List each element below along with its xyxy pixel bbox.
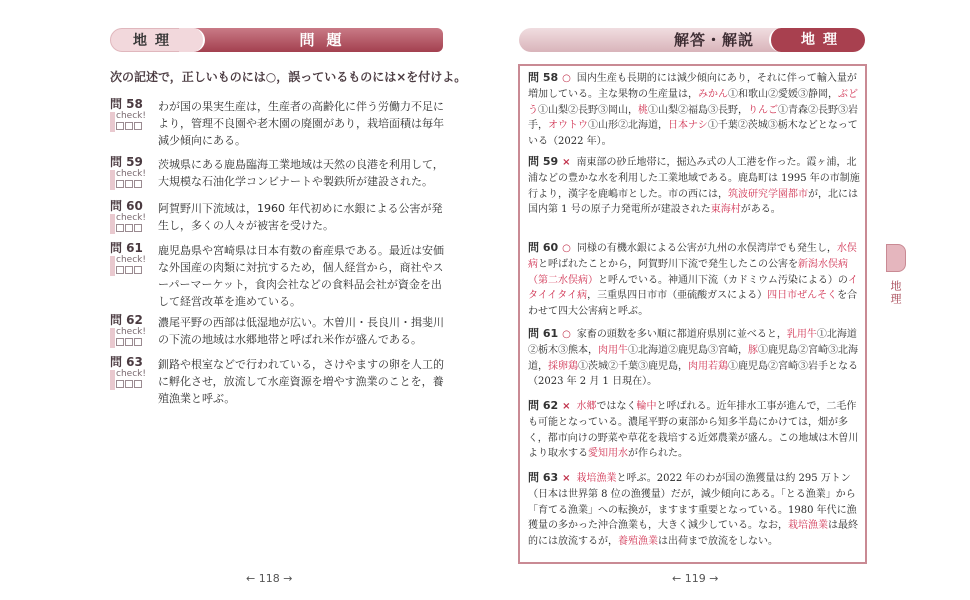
explanation-text: ①山梨②福島③長野，: [648, 104, 748, 116]
answer-mark: ×: [562, 157, 571, 168]
explanation-text: は出荷まで放流をしない。: [658, 536, 778, 548]
explanation-text: が作られた。: [628, 448, 688, 460]
keyword-text: 養殖漁業: [618, 536, 658, 548]
explanation-text: と呼ばれる。近年排水工事が進んで，二毛作も可能となっている。濃尾平野の東部から知多半島にかけては，畑が多く，都市向けの野菜や草花を栽培する近郊農業が盛ん。この地域は木曽川より取水する: [528, 401, 859, 460]
check-label: check!: [116, 327, 146, 337]
keyword-text: 筑波研究学園都市: [728, 188, 808, 200]
keyword-text: 桃: [638, 104, 648, 116]
question-label: [110, 242, 154, 274]
keyword-text: 栽培漁業: [576, 473, 617, 484]
answer-number: 問 58: [528, 71, 559, 84]
answer-mark: ○: [562, 73, 571, 84]
question-page-header: [110, 28, 443, 52]
keyword-text: 採卵鶏: [548, 360, 578, 372]
index-tab[interactable]: [886, 244, 906, 272]
answer-page-header: [519, 28, 865, 52]
question-label: [110, 314, 154, 346]
answer-number: 問 62: [528, 399, 559, 412]
explanation-text: ①鹿児島②宮崎③岩手となる（2023 年 2 月 1 日現在）。: [528, 360, 858, 388]
keyword-text: オウトウ: [548, 120, 588, 132]
explanation-text: ではなく: [596, 401, 637, 412]
keyword-text: みかん: [698, 88, 728, 100]
answer-mark: ○: [562, 329, 571, 340]
checkbox-group[interactable]: [110, 380, 154, 388]
keyword-text: 豚: [748, 344, 758, 356]
question-label: [110, 156, 154, 188]
question-text: 阿賀野川下流域は，1960 年代初めに水銀による公害が発生し，多くの人々が被害を受けた。: [158, 202, 443, 232]
check-label: check!: [116, 111, 146, 121]
keyword-text: 東海村: [710, 204, 741, 216]
question-number: 問 61: [110, 241, 143, 255]
question-59: [110, 156, 450, 190]
explanation-text: 南東部の砂丘地帯に，掘込み式の人工港を作った。霞ヶ浦，北浦などの豊かな水を利用した工業地域である。鹿島町は 1995 年の市制施行より，漢字を鹿嶋市とした。市の西には，: [528, 157, 860, 200]
checkbox-group[interactable]: [110, 122, 154, 130]
answer-number: 問 63: [528, 471, 559, 484]
answer-60: [528, 240, 862, 320]
keyword-text: 輪中: [636, 401, 657, 412]
explanation-text: ①北海道②鹿児島③宮崎，: [628, 344, 748, 356]
answer-mark: ○: [562, 243, 571, 254]
page-number-right: ← 119 →: [672, 572, 719, 585]
explanation-text: は最終的には放流するが，: [528, 520, 858, 548]
explanation-text: ①青森②長野③岩手，: [528, 104, 858, 132]
explanation-text: ①山形②北海道，: [588, 120, 668, 132]
explanation-text: 国内生産も長期的には減少傾向にあり，それに伴って輸入量が増加している。主な果物の生産量は，: [528, 73, 857, 100]
question-number: 問 59: [110, 155, 143, 169]
explanation-text: と呼ぶ。2022 年のわが国の漁獲量は約 295 万トン（日本は世界第 8 位の漁獲量）だが，減少傾向にある。「とる漁業」から「育てる漁業」への転換が，ますます重要となっている。1980 年代に漁獲量の多かった沖合漁業も，大きく減少している。なお，: [528, 473, 857, 532]
question-text: わが国の果実生産は，生産者の高齢化に伴う労働力不足により，管理不良園や老木園の廃園があり，栽培面積は毎年減少傾向にある。: [158, 100, 444, 147]
explanation-text: ①和歌山②愛媛③静岡，: [728, 88, 838, 100]
check-label: check!: [116, 213, 146, 223]
keyword-text: 肉用若鶏: [688, 360, 728, 372]
question-label: [110, 98, 154, 130]
explanation-text: ①北海道②栃木③熊本，: [528, 329, 857, 356]
keyword-text: 日本ナシ: [668, 120, 708, 132]
instruction-text: 次の記述で，正しいものには○，誤っているものには×を付けよ。: [110, 70, 467, 84]
explanation-text: を合わせて四大公害病と呼ぶ。: [528, 290, 858, 318]
question-text: 鹿児島県や宮崎県は日本有数の畜産県である。最近は安価な外国産の肉類に対抗するため，個人経営から，商社やスーパーマーケット，食肉会社などの食料品会社が資金を出して経営改革を進めている。: [158, 244, 444, 308]
answer-number: 問 60: [528, 241, 559, 254]
answer-number: 問 61: [528, 327, 559, 340]
header-title: 解答・解説: [673, 31, 754, 49]
explanation-text: ①千葉②茨城③栃木などとなっている（2022 年）。: [528, 120, 858, 148]
question-text: 濃尾平野の西部は低湿地が広い。木曽川・長良川・揖斐川の下流の地域は水郷地帯と呼ばれ米作が盛んである。: [158, 316, 444, 346]
question-58: [110, 98, 450, 149]
explanation-text: がある。: [740, 204, 781, 216]
checkbox-group[interactable]: [110, 180, 154, 188]
checkbox-group[interactable]: [110, 338, 154, 346]
explanation-text: ①山梨②長野③岡山，: [538, 104, 638, 116]
keyword-text: 水俣病: [528, 243, 857, 270]
explanation-text: と呼んでいる。神通川下流（カドミウム汚染による）の: [598, 274, 848, 286]
question-number: 問 58: [110, 97, 143, 111]
explanation-text: と呼ばれたことから，阿賀野川下流で発生したこの公害を: [538, 258, 798, 270]
subject-tag: 地理: [110, 28, 194, 52]
answer-59: [528, 154, 862, 218]
explanation-text: が，北には国内第 1 号の原子力発電所が建設された: [528, 188, 858, 216]
keyword-text: 肉用牛: [598, 344, 628, 356]
question-62: [110, 314, 450, 348]
answer-61: [528, 326, 862, 390]
keyword-text: 乳用牛: [786, 329, 817, 340]
answer-63: [528, 470, 862, 550]
question-label: [110, 200, 154, 232]
checkbox-group[interactable]: [110, 266, 154, 274]
question-60: [110, 200, 450, 234]
explanation-text: 家畜の頭数を多い順に都道府県別に並べると，: [576, 329, 787, 340]
checkbox-group[interactable]: [110, 224, 154, 232]
subject-tag: 地理: [781, 28, 865, 52]
question-number: 問 60: [110, 199, 143, 213]
keyword-text: ぶどう: [528, 88, 858, 116]
keyword-text: 栽培漁業: [788, 520, 828, 532]
question-number: 問 63: [110, 355, 143, 369]
answer-number: 問 59: [528, 155, 559, 168]
keyword-text: 水郷: [576, 401, 597, 412]
question-label: [110, 356, 154, 388]
keyword-text: 新潟水俣病（第二水俣病）: [528, 258, 848, 286]
explanation-text: ①茨城②千葉③鹿児島，: [578, 360, 688, 372]
keyword-text: りんご: [748, 104, 778, 116]
check-label: check!: [116, 369, 146, 379]
keyword-text: イタイイタイ病: [528, 274, 858, 302]
keyword-text: 四日市ぜんそく: [767, 290, 838, 302]
check-label: check!: [116, 255, 146, 265]
index-tab-label: 地理: [889, 280, 902, 306]
explanation-text: ①鹿児島②宮崎③北海道，: [528, 344, 858, 372]
keyword-text: 愛知用水: [588, 448, 628, 460]
answer-62: [528, 398, 862, 462]
page-number-left: ← 118 →: [246, 572, 293, 585]
explanation-text: ，三重県四日市市（亜硫酸ガスによる）: [587, 290, 768, 302]
answer-mark: ×: [562, 473, 571, 484]
header-title: 問題: [299, 31, 354, 49]
question-63: [110, 356, 450, 407]
question-text: 釧路や根室などで行われている，さけやますの卵を人工的に孵化させ，放流して水産資源を増やす漁業のことを，養殖漁業と呼ぶ。: [158, 358, 444, 405]
question-61: [110, 242, 450, 310]
answer-58: [528, 70, 862, 150]
answer-mark: ×: [562, 401, 571, 412]
explanation-text: 同様の有機水銀による公害が九州の水俣湾岸でも発生し，: [576, 243, 837, 254]
question-number: 問 62: [110, 313, 143, 327]
question-text: 茨城県にある鹿島臨海工業地域は天然の良港を利用して，大規模な石油化学コンビナートや製鉄所が建設された。: [158, 158, 444, 188]
check-label: check!: [116, 169, 146, 179]
